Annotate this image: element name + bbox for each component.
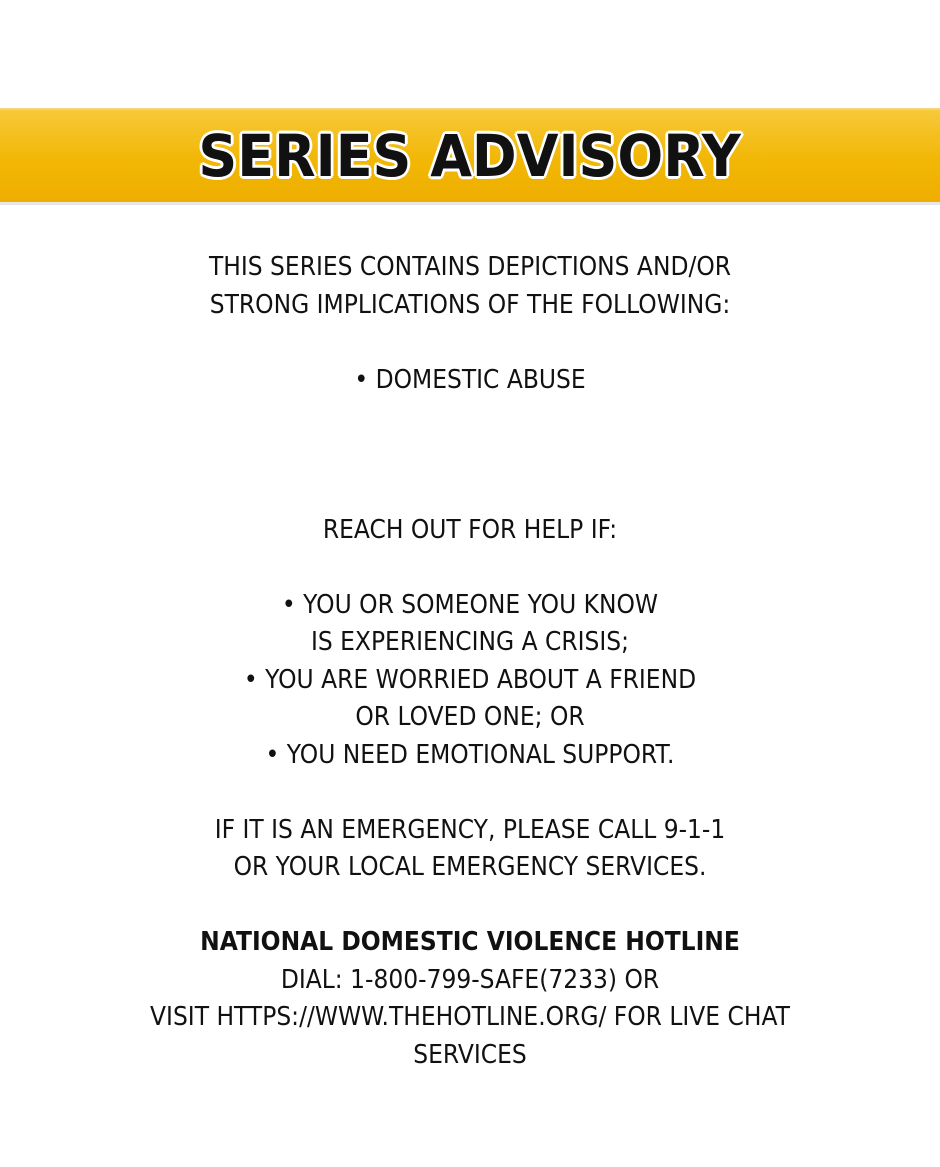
spacer [0,549,940,587]
spacer [0,324,940,362]
hotline-services: SERVICES [413,1039,527,1070]
help-line: OR LOVED ONE; OR [355,702,585,732]
banner-title: SERIES ADVISORY [198,122,742,190]
advisory-content [0,249,940,1074]
help-heading: REACH OUT FOR HELP IF: [322,514,618,545]
hotline-dial: DIAL: 1-800-799-SAFE(7233) OR [280,964,660,995]
topic-item: • DOMESTIC ABUSE [354,364,586,395]
intro-line-1: THIS SERIES CONTAINS DEPICTIONS AND/OR [208,252,732,282]
spacer [0,399,940,512]
hotline-website: VISIT HTTPS://WWW.THEHOTLINE.ORG/ FOR LIVE CHAT [150,1002,790,1032]
help-line: • YOU OR SOMEONE YOU KNOW [281,589,659,620]
help-line: IS EXPERIENCING A CRISIS; [310,627,630,657]
spacer [0,887,940,925]
spacer [0,774,940,812]
help-line: • YOU ARE WORRIED ABOUT A FRIEND [243,664,697,695]
help-line: • YOU NEED EMOTIONAL SUPPORT. [265,739,675,770]
emergency-line-1: IF IT IS AN EMERGENCY, PLEASE CALL 9-1-1 [214,814,726,845]
advisory-banner [0,108,940,205]
emergency-line-2: OR YOUR LOCAL EMERGENCY SERVICES. [233,852,707,882]
hotline-name: NATIONAL DOMESTIC VIOLENCE HOTLINE [200,927,740,957]
intro-line-2: STRONG IMPLICATIONS OF THE FOLLOWING: [209,289,731,320]
